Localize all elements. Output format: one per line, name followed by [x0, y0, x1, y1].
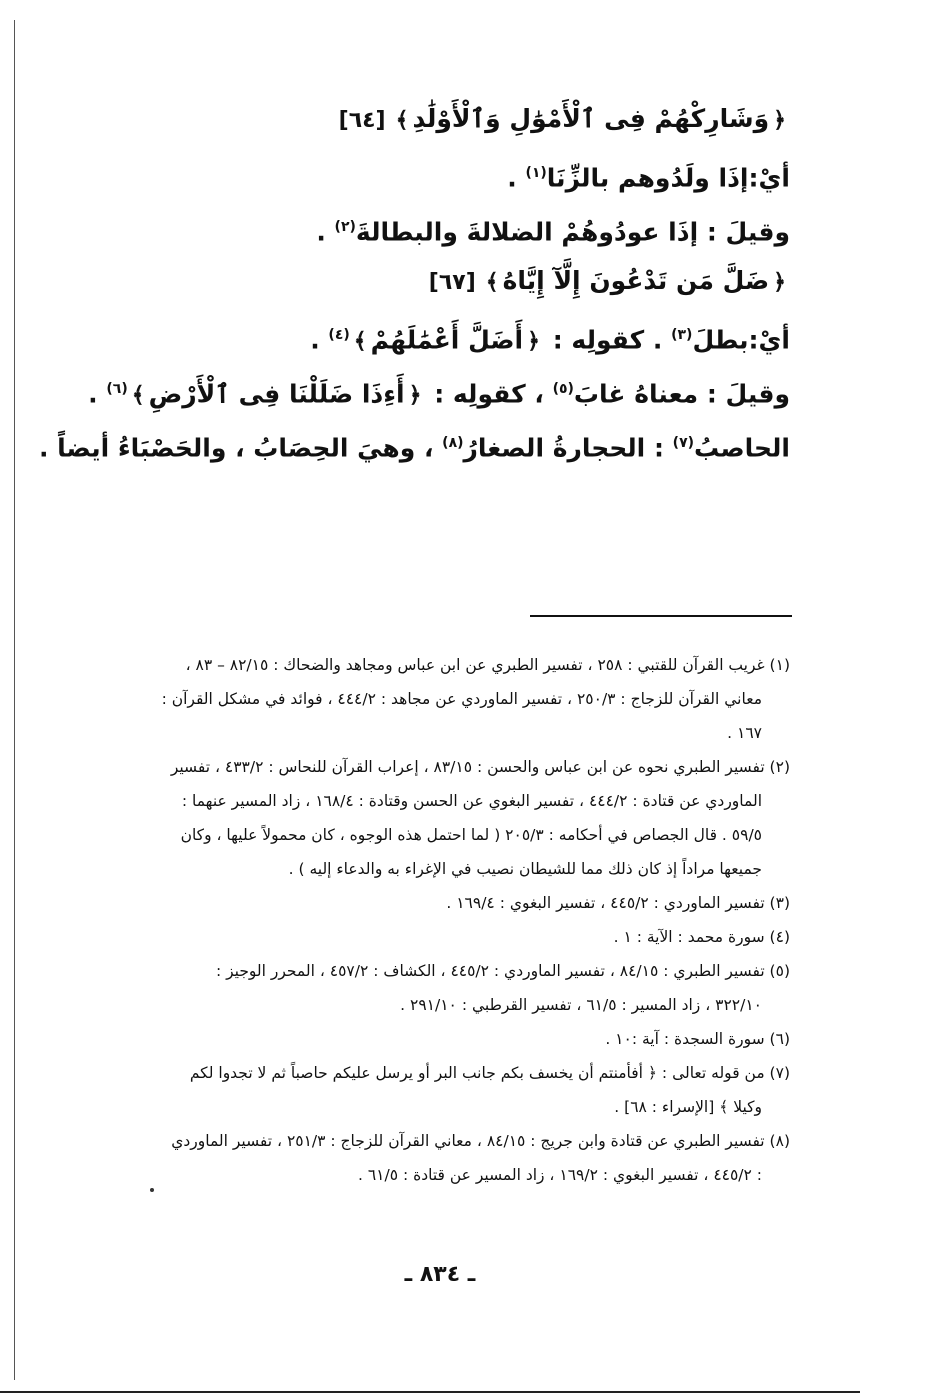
quran-text: ضَلَّ مَن تَدْعُونَ إِلَّآ إِيَّاهُ — [502, 266, 770, 295]
quran-open-bracket: ﴿ — [408, 383, 422, 409]
scan-edge-bottom — [0, 1391, 860, 1393]
line-text: وقيلَ : إذَا عودُوهُمْ الضلالةَ والبطالةَ — [355, 217, 790, 247]
footnote-marker: (١) — [525, 165, 547, 181]
footnote-line: ٣٢٢/١٠ ، زاد المسير : ٦١/٥ ، تفسير القرطبي : ٢٩١/١٠ . — [400, 996, 762, 1014]
footnote-line: (٦) سورة السجدة : آية :١٠ . — [605, 1030, 790, 1048]
line-tail: . — [507, 163, 526, 193]
quran-open-bracket: ﴿ — [527, 329, 541, 355]
commentary-line — [90, 308, 790, 362]
commentary-line — [90, 362, 790, 416]
quran-open-bracket: ﴿ — [773, 270, 786, 295]
footnote-marker: (٧) — [672, 435, 695, 451]
footnote-line: (٢) تفسير الطبري نحوه عن ابن عباس والحسن : ٨٣/١٥ ، إعراب القرآن للنحاس : ٤٣٣/٢ ، تفسير — [170, 758, 790, 776]
footnote-line: الماوردي عن قتادة : ٤٤٤/٢ ، تفسير البغوي عن الحسن وقتادة : ١٦٨/٤ ، زاد المسير عنهما : — [181, 792, 762, 810]
footnote-line: وكيلا ﴾ [الإسراء : ٦٨] . — [614, 1098, 762, 1116]
line-lead-text: وقيلَ : معناهُ غابَ — [573, 379, 790, 409]
footnote-line: (٣) تفسير الماوردي : ٤٤٥/٢ ، تفسير البغوي : ١٦٩/٤ . — [446, 894, 790, 912]
line-tail: . — [38, 433, 58, 463]
quran-text: وَشَارِكْهُمْ فِى ٱلْأَمْوَٰلِ وَٱلْأَوْلَٰدِ — [412, 104, 770, 133]
quran-text: أَءِذَا ضَلَلْنَا فِى ٱلْأَرْضِ — [148, 379, 405, 409]
verse-line — [90, 92, 790, 146]
line-mid-text: ، كقولِه : — [425, 379, 553, 409]
page-number: ـ ٨٣٤ ـ — [404, 1262, 476, 1287]
quran-close-bracket: ﴾ — [131, 383, 145, 409]
line-tail: . — [310, 325, 329, 355]
line-lead-text: الحاصبُ — [694, 433, 790, 463]
footnote-line: جميعها مراداً إذ كان ذلك مما للشيطان نصيب في الإغراء به والدعاء إليه ) . — [288, 860, 762, 878]
footnote-line: : ٤٤٥/٢ ، تفسير البغوي : ١٦٩/٢ ، زاد المسير عن قتادة : ٦١/٥ . — [357, 1166, 762, 1184]
scan-edge-left — [14, 20, 15, 1380]
line-mid-text: : الحجارةُ الصغارُ — [463, 433, 673, 463]
quran-text: أَضَلَّ أَعْمَٰلَهُمْ — [370, 325, 524, 355]
quran-close-bracket: ﴾ — [395, 108, 409, 133]
footnote-line: (٤) سورة محمد : الآية : ١ . — [613, 928, 790, 946]
line-text: ، وهيَ الحِصَابُ ، والحَصْبَاءُ أيضاً — [57, 433, 443, 463]
line-tail: . — [88, 379, 107, 409]
ayah-number: [٦٧] — [428, 270, 476, 295]
ayah-number: [٦٤] — [338, 108, 386, 133]
line-tail: . — [316, 217, 335, 247]
footnotes — [95, 648, 790, 1192]
commentary-line — [90, 146, 790, 200]
footnote-line: (٥) تفسير الطبري : ٨٤/١٥ ، تفسير الماوردي : ٤٤٥/٢ ، الكشاف : ٤٥٧/٢ ، المحرر الوجيز : — [215, 962, 790, 980]
footnote-line: ٥٩/٥ . قال الجصاص في أحكامه : ٢٠٥/٣ ( لما احتمل هذه الوجوه ، كان محمولاً عليها ، وكان — [180, 826, 762, 844]
footnote-line: معاني القرآن للزجاج : ٢٥٠/٣ ، تفسير الماوردي عن مجاهد : ٤٤٤/٢ ، فوائد في مشكل القرآن : — [161, 690, 762, 708]
scan-speck — [150, 1188, 154, 1192]
line-mid-text: . كقولِه : — [544, 325, 672, 355]
verse-line — [90, 254, 790, 308]
line-lead-text: أيْ:بطلَ — [692, 325, 790, 355]
footnote-marker: (٦) — [106, 381, 128, 397]
footnote-line: ١٦٧ . — [727, 724, 762, 742]
footnote-line: (٨) تفسير الطبري عن قتادة وابن جريج : ٨٤/١٥ ، معاني القرآن للزجاج : ٢٥١/٣ ، تفسير الماوردي — [171, 1132, 790, 1150]
main-text — [38, 92, 790, 470]
quran-close-bracket: ﴾ — [485, 270, 499, 295]
footnote-marker: (٢) — [334, 219, 356, 235]
footnote-separator — [530, 615, 792, 617]
quran-open-bracket: ﴿ — [773, 108, 786, 133]
commentary-line — [38, 416, 790, 470]
line-text: أيْ:إذَا ولَدُوهم بالزِّنَا — [546, 163, 790, 193]
commentary-line — [90, 200, 790, 254]
quran-close-bracket: ﴾ — [353, 329, 367, 355]
footnote-line: (٧) من قوله تعالى : ﴿ أفأمنتم أن يخسف بكم جانب البر أو يرسل عليكم حاصباً ثم لا تجدوا لكم — [189, 1064, 790, 1082]
footnote-marker: (٨) — [442, 435, 464, 451]
footnote-line: (١) غريب القرآن للقتبي : ٢٥٨ ، تفسير الطبري عن ابن عباس ومجاهد والضحاك : ٨٢/١٥ – ٨٣ ، — [185, 656, 790, 674]
footnote-marker: (٤) — [328, 327, 350, 343]
footnote-marker: (٥) — [552, 381, 574, 397]
footnote-marker: (٣) — [671, 327, 693, 343]
